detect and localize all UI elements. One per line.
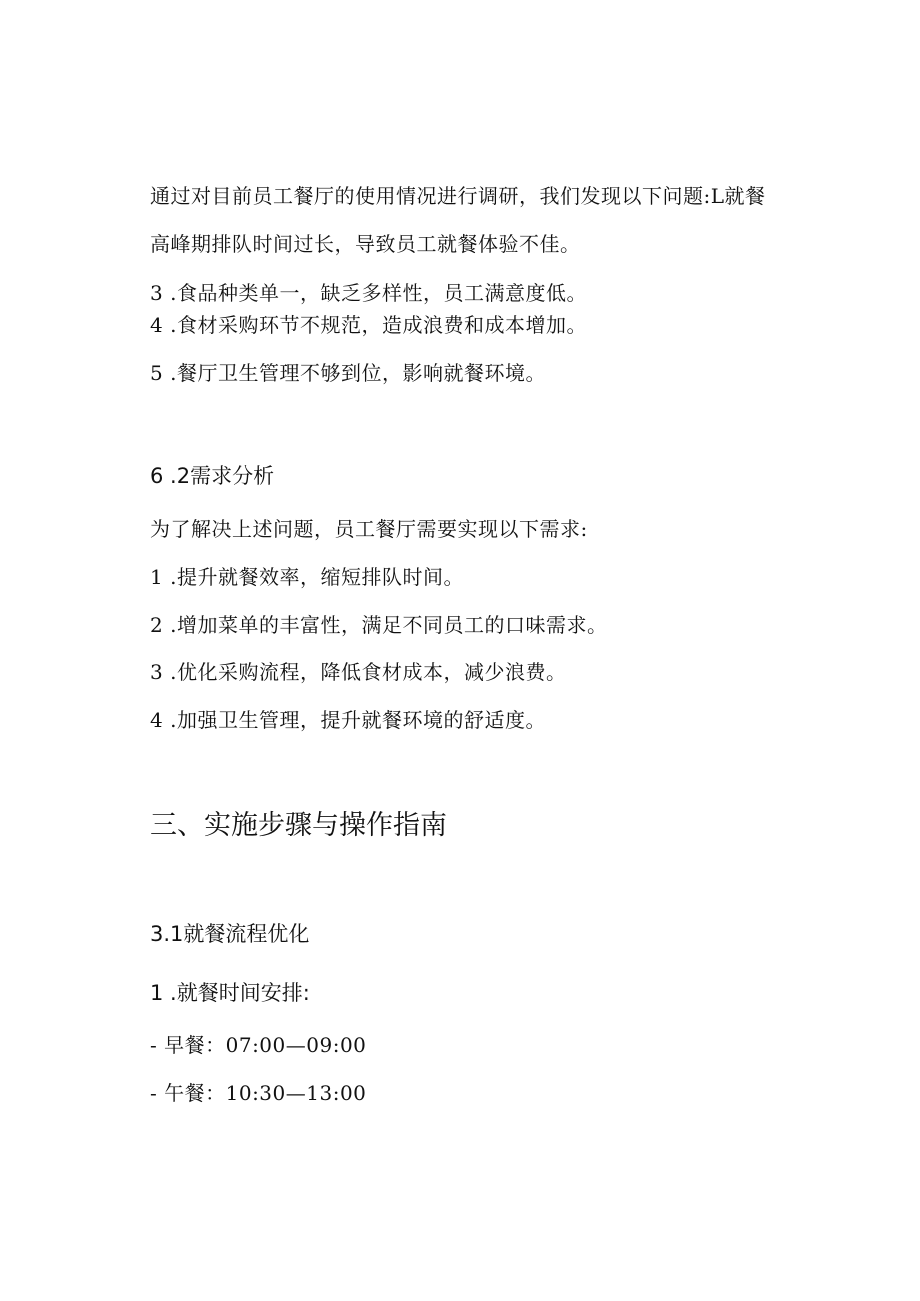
need-item-1: 1 .提升就餐效率，缩短排队时间。 (150, 565, 464, 589)
need-item-3: 3 .优化采购流程，降低食材成本，减少浪费。 (150, 660, 567, 684)
problem-item-4: 4 .食材采购环节不规范，造成浪费和成本增加。 (150, 313, 587, 337)
item-heading-meal-times: 1 .就餐时间安排: (150, 981, 310, 1005)
schedule-breakfast: - 早餐：07:00—09:00 (150, 1033, 367, 1057)
problem-item-3: 3 .食品种类单一，缺乏多样性，员工满意度低。 (150, 281, 587, 305)
section-heading-3-1: 3.1就餐流程优化 (150, 922, 310, 946)
problem-item-5: 5 .餐厅卫生管理不够到位，影响就餐环境。 (150, 361, 546, 385)
section-heading-6-2: 6 .2需求分析 (150, 464, 275, 488)
schedule-lunch: - 午餐：10:30—13:00 (150, 1081, 367, 1105)
need-item-2: 2 .增加菜单的丰富性，满足不同员工的口味需求。 (150, 613, 608, 637)
intro-line-1: 通过对目前员工餐厅的使用情况进行调研，我们发现以下问题:L就餐 (150, 184, 766, 208)
chapter-heading-3: 三、实施步骤与操作指南 (150, 810, 447, 841)
needs-intro: 为了解决上述问题，员工餐厅需要实现以下需求: (150, 517, 588, 541)
need-item-4: 4 .加强卫生管理，提升就餐环境的舒适度。 (150, 708, 546, 732)
intro-line-2: 高峰期排队时间过长，导致员工就餐体验不佳。 (150, 232, 581, 256)
